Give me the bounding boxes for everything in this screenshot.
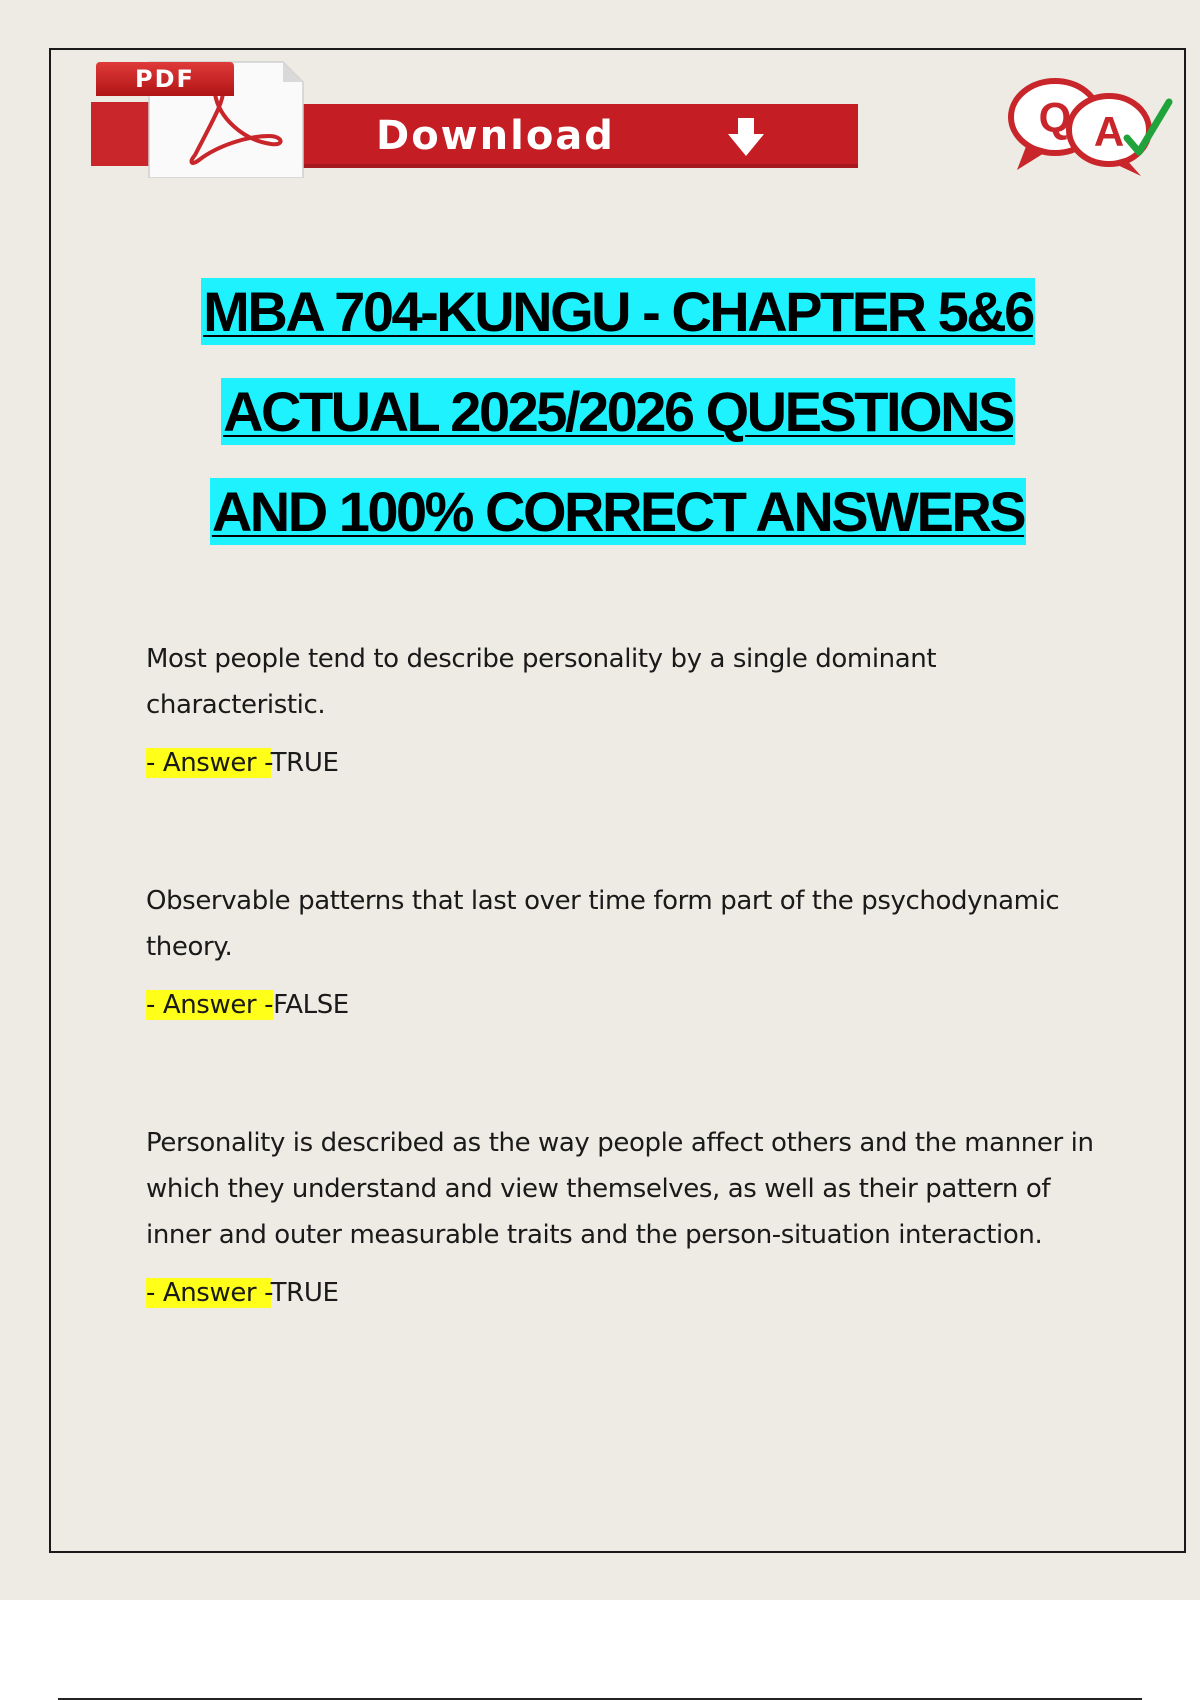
- qa-item-2: [146, 878, 1096, 1022]
- question-text: Personality is described as the way people affect others and the manner in which they understand and view themselves, as well as their pattern of inner and outer measurable traits and the person-situation interaction.: [146, 1128, 1094, 1250]
- question-text: Observable patterns that last over time form part of the psychodynamic theory.: [146, 886, 1060, 962]
- answer-prefix: - Answer -: [146, 990, 274, 1020]
- logo-letter-a: A: [1093, 108, 1125, 155]
- banner-left-bar: [91, 102, 151, 166]
- answer-prefix: - Answer -: [146, 1278, 271, 1308]
- qa-item-3: [146, 1120, 1096, 1310]
- answer-value: FALSE: [273, 990, 349, 1020]
- page-title: [0, 262, 1200, 562]
- title-line-1: MBA 704-KUNGU - CHAPTER 5&6: [203, 280, 1033, 343]
- answer-prefix: - Answer -: [146, 748, 271, 778]
- question-text: Most people tend to describe personality by a single dominant characteristic.: [146, 644, 937, 720]
- download-label: Download: [376, 113, 615, 159]
- qa-chat-bubbles-check-icon: [1005, 72, 1175, 182]
- answer-value: TRUE: [270, 748, 339, 778]
- title-line-3: AND 100% CORRECT ANSWERS: [211, 480, 1025, 543]
- answer-row: [146, 746, 1096, 780]
- arrow-down-icon: [724, 116, 768, 158]
- title-line-2: ACTUAL 2025/2026 QUESTIONS: [223, 380, 1013, 443]
- answer-value: TRUE: [270, 1278, 339, 1308]
- answer-row: [146, 1276, 1096, 1310]
- download-button[interactable]: [301, 104, 858, 168]
- qa-item-1: [146, 636, 1096, 780]
- pdf-download-banner[interactable]: [91, 60, 859, 180]
- pdf-tag: PDF: [96, 62, 234, 96]
- logo-letter-q: Q: [1038, 94, 1072, 141]
- answer-row: [146, 988, 1096, 1022]
